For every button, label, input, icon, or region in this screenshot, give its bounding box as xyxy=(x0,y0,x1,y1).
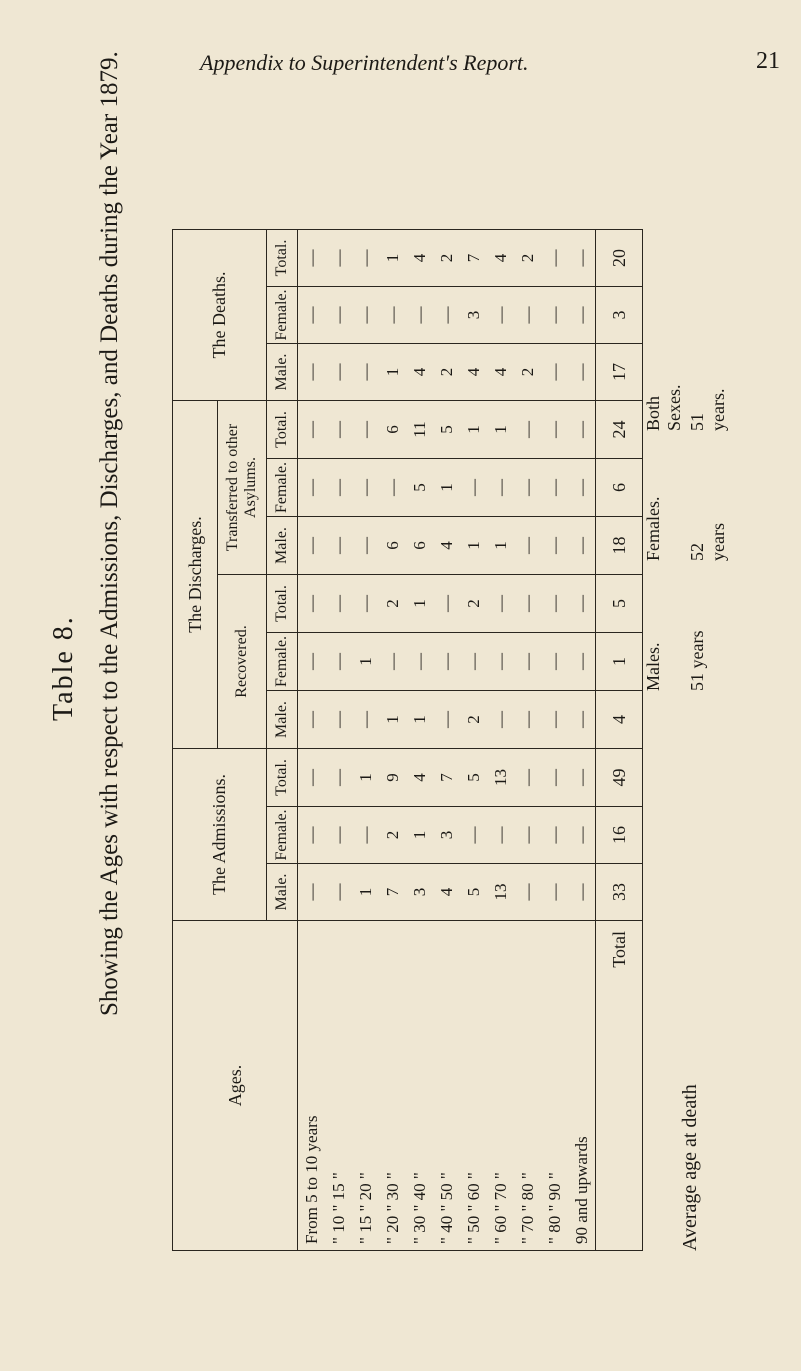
cell-value: — xyxy=(379,459,406,517)
cell-value: 33 xyxy=(596,864,643,921)
cell-value: — xyxy=(541,807,568,864)
cell-value: — xyxy=(325,230,352,287)
cell-value: 1 xyxy=(487,517,514,575)
col-female: Female. xyxy=(267,633,298,691)
cell-value: — xyxy=(487,575,514,633)
cell-value: — xyxy=(514,459,541,517)
cell-value: 7 xyxy=(379,864,406,921)
cell-value: — xyxy=(514,749,541,807)
cell-value: — xyxy=(325,633,352,691)
cell-value: 1 xyxy=(406,691,433,749)
cell-value: — xyxy=(352,575,379,633)
age-range: From 5 to 10 years xyxy=(298,921,326,1251)
table-row xyxy=(298,230,326,1251)
table-row xyxy=(433,230,460,1251)
cell-value: — xyxy=(541,633,568,691)
cell-value: 3 xyxy=(433,807,460,864)
cell-value: — xyxy=(514,691,541,749)
cell-value: — xyxy=(568,691,596,749)
cell-value: 6 xyxy=(406,517,433,575)
col-total: Total. xyxy=(267,575,298,633)
cell-value: 1 xyxy=(406,807,433,864)
cell-value: — xyxy=(433,287,460,344)
cell-value: 2 xyxy=(514,230,541,287)
cell-value: 2 xyxy=(379,807,406,864)
cell-value: 2 xyxy=(433,344,460,401)
table-row xyxy=(379,230,406,1251)
cell-value: 4 xyxy=(460,344,487,401)
cell-value: — xyxy=(433,575,460,633)
cell-value: 4 xyxy=(596,691,643,749)
cell-value: 16 xyxy=(596,807,643,864)
cell-value: 1 xyxy=(352,633,379,691)
average-age-block xyxy=(637,384,728,1251)
age-range: " 20 " 30 " xyxy=(379,921,406,1251)
cell-value: — xyxy=(568,459,596,517)
transferred-header: Transferred to other Asylums. xyxy=(218,401,267,575)
cell-value: — xyxy=(298,459,326,517)
table-row xyxy=(406,230,433,1251)
cell-value: — xyxy=(541,401,568,459)
cell-value: 7 xyxy=(433,749,460,807)
discharges-header: The Discharges. xyxy=(173,401,218,749)
cell-value: — xyxy=(487,287,514,344)
cell-value: 2 xyxy=(460,575,487,633)
cell-value: — xyxy=(568,287,596,344)
cell-value: 3 xyxy=(406,864,433,921)
cell-value: — xyxy=(379,287,406,344)
cell-value: — xyxy=(514,633,541,691)
cell-value: — xyxy=(325,749,352,807)
cell-value: — xyxy=(541,459,568,517)
cell-value: 2 xyxy=(433,230,460,287)
totals-row xyxy=(596,230,643,1251)
cell-value: — xyxy=(541,287,568,344)
cell-value: 5 xyxy=(596,575,643,633)
cell-value: — xyxy=(352,517,379,575)
col-female: Female. xyxy=(267,807,298,864)
cell-value: 3 xyxy=(596,287,643,344)
cell-value: — xyxy=(541,691,568,749)
age-range: 90 and upwards xyxy=(568,921,596,1251)
cell-value: — xyxy=(325,459,352,517)
cell-value: — xyxy=(460,807,487,864)
cell-value: — xyxy=(352,401,379,459)
cell-value: — xyxy=(514,287,541,344)
cell-value: 5 xyxy=(460,864,487,921)
cell-value: 2 xyxy=(379,575,406,633)
age-range: " 30 " 40 " xyxy=(406,921,433,1251)
running-header: Appendix to Superintendent's Report. xyxy=(200,50,529,75)
cell-value: 1 xyxy=(379,230,406,287)
cell-value: 1 xyxy=(379,691,406,749)
cell-value: — xyxy=(325,517,352,575)
cell-value: — xyxy=(568,749,596,807)
cell-value: 1 xyxy=(406,575,433,633)
page-number: 21 xyxy=(756,48,780,74)
admissions-header: The Admissions. xyxy=(173,749,267,921)
col-total: Total. xyxy=(267,401,298,459)
cell-value: 13 xyxy=(487,749,514,807)
cell-value: — xyxy=(514,807,541,864)
cell-value: 4 xyxy=(433,517,460,575)
cell-value: — xyxy=(352,344,379,401)
cell-value: 5 xyxy=(460,749,487,807)
cell-value: — xyxy=(298,749,326,807)
totals-label: Total xyxy=(596,921,643,1251)
cell-value: 1 xyxy=(379,344,406,401)
cell-value: 6 xyxy=(596,459,643,517)
cell-value: 20 xyxy=(596,230,643,287)
cell-value: — xyxy=(325,691,352,749)
age-range: " 80 " 90 " xyxy=(541,921,568,1251)
cell-value: — xyxy=(352,807,379,864)
cell-value: 4 xyxy=(487,230,514,287)
cell-value: 17 xyxy=(596,344,643,401)
cell-value: — xyxy=(352,230,379,287)
ages-table xyxy=(172,229,643,1251)
cell-value: — xyxy=(514,517,541,575)
cell-value: — xyxy=(352,287,379,344)
cell-value: 11 xyxy=(406,401,433,459)
cell-value: — xyxy=(541,575,568,633)
cell-value: — xyxy=(298,287,326,344)
cell-value: — xyxy=(541,517,568,575)
cell-value: — xyxy=(568,230,596,287)
males-average: 51 years xyxy=(687,630,707,691)
col-male: Male. xyxy=(267,691,298,749)
males-label: Males. xyxy=(643,642,663,691)
cell-value: 1 xyxy=(487,401,514,459)
cell-value: — xyxy=(325,864,352,921)
cell-value: — xyxy=(487,459,514,517)
age-range: " 60 " 70 " xyxy=(487,921,514,1251)
cell-value: — xyxy=(433,633,460,691)
col-male: Male. xyxy=(267,517,298,575)
col-female: Female. xyxy=(267,287,298,344)
cell-value: 1 xyxy=(352,749,379,807)
cell-value: — xyxy=(298,691,326,749)
cell-value: — xyxy=(487,691,514,749)
cell-value: — xyxy=(298,807,326,864)
cell-value: — xyxy=(541,344,568,401)
females-label: Females. xyxy=(643,496,663,561)
cell-value: — xyxy=(460,459,487,517)
col-male: Male. xyxy=(267,344,298,401)
cell-value: — xyxy=(514,575,541,633)
both-sexes-average: 51 years. xyxy=(687,388,728,431)
cell-value: 4 xyxy=(433,864,460,921)
cell-value: 13 xyxy=(487,864,514,921)
cell-value: 3 xyxy=(460,287,487,344)
cell-value: 18 xyxy=(596,517,643,575)
cell-value: — xyxy=(406,633,433,691)
age-range: " 50 " 60 " xyxy=(460,921,487,1251)
col-total: Total. xyxy=(267,749,298,807)
table-row xyxy=(541,230,568,1251)
cell-value: — xyxy=(298,575,326,633)
cell-value: 4 xyxy=(406,230,433,287)
cell-value: — xyxy=(325,287,352,344)
recovered-header: Recovered. xyxy=(218,575,267,749)
cell-value: — xyxy=(298,344,326,401)
cell-value: — xyxy=(568,344,596,401)
cell-value: — xyxy=(541,230,568,287)
cell-value: 9 xyxy=(379,749,406,807)
deaths-header: The Deaths. xyxy=(173,230,267,401)
cell-value: — xyxy=(433,691,460,749)
cell-value: — xyxy=(568,807,596,864)
cell-value: 7 xyxy=(460,230,487,287)
cell-value: 1 xyxy=(460,517,487,575)
cell-value: — xyxy=(514,401,541,459)
cell-value: 24 xyxy=(596,401,643,459)
cell-value: — xyxy=(487,807,514,864)
cell-value: 5 xyxy=(433,401,460,459)
cell-value: 1 xyxy=(433,459,460,517)
age-range: " 40 " 50 " xyxy=(433,921,460,1251)
table-row xyxy=(568,230,596,1251)
cell-value: 1 xyxy=(352,864,379,921)
cell-value: — xyxy=(568,401,596,459)
cell-value: 6 xyxy=(379,401,406,459)
cell-value: — xyxy=(514,864,541,921)
cell-value: — xyxy=(568,633,596,691)
cell-value: — xyxy=(352,691,379,749)
cell-value: — xyxy=(487,633,514,691)
age-range: " 15 " 20 " xyxy=(352,921,379,1251)
col-male: Male. xyxy=(267,864,298,921)
table-body xyxy=(298,230,596,1251)
cell-value: 1 xyxy=(596,633,643,691)
cell-value: — xyxy=(298,517,326,575)
table-title: Showing the Ages with respect to the Admissions, Discharges, and Deaths during the Year 1879. xyxy=(96,51,123,1016)
cell-value: 2 xyxy=(460,691,487,749)
cell-value: — xyxy=(460,633,487,691)
table-row xyxy=(352,230,379,1251)
cell-value: 4 xyxy=(487,344,514,401)
cell-value: — xyxy=(298,633,326,691)
cell-value: — xyxy=(379,633,406,691)
cell-value: — xyxy=(568,864,596,921)
cell-value: — xyxy=(325,401,352,459)
ages-header: Ages. xyxy=(173,921,298,1251)
cell-value: 2 xyxy=(514,344,541,401)
cell-value: 4 xyxy=(406,749,433,807)
cell-value: 1 xyxy=(460,401,487,459)
both-sexes-label: Both Sexes. xyxy=(643,384,684,431)
table-label: Table 8. xyxy=(48,615,79,721)
cell-value: — xyxy=(325,807,352,864)
cell-value: — xyxy=(298,864,326,921)
cell-value: 4 xyxy=(406,344,433,401)
table-row xyxy=(460,230,487,1251)
cell-value: — xyxy=(568,517,596,575)
cell-value: — xyxy=(298,230,326,287)
cell-value: 5 xyxy=(406,459,433,517)
cell-value: 6 xyxy=(379,517,406,575)
females-average: 52 years xyxy=(687,523,728,561)
col-female: Female. xyxy=(267,459,298,517)
average-age-label: Average age at death xyxy=(679,1084,701,1251)
table-row xyxy=(514,230,541,1251)
table-row xyxy=(325,230,352,1251)
col-total: Total. xyxy=(267,230,298,287)
cell-value: — xyxy=(406,287,433,344)
cell-value: — xyxy=(352,459,379,517)
cell-value: — xyxy=(325,575,352,633)
cell-value: — xyxy=(568,575,596,633)
age-range: " 70 " 80 " xyxy=(514,921,541,1251)
cell-value: — xyxy=(541,749,568,807)
cell-value: 49 xyxy=(596,749,643,807)
cell-value: — xyxy=(541,864,568,921)
table-row xyxy=(487,230,514,1251)
cell-value: — xyxy=(325,344,352,401)
cell-value: — xyxy=(298,401,326,459)
age-range: " 10 " 15 " xyxy=(325,921,352,1251)
